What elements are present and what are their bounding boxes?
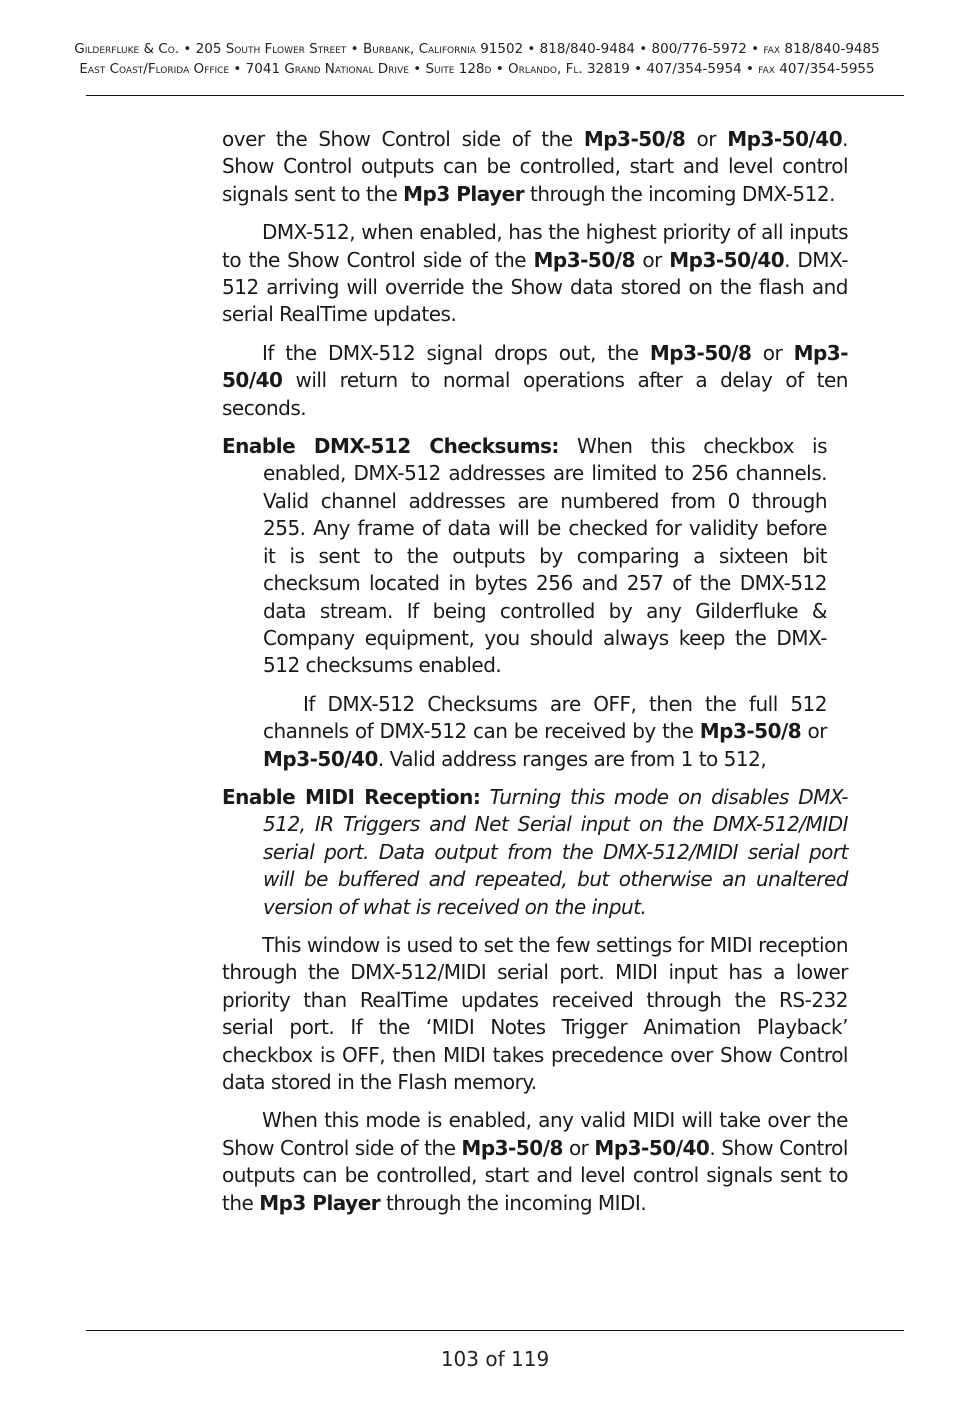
office-name: East Coast/Florida Office bbox=[79, 61, 230, 77]
page-number: 103 of 119 bbox=[440, 1347, 550, 1371]
paragraph: over the Show Control side of the Mp3-50/8 or Mp3-50/40. Show Control outputs can be controlled, start and level control signals sent to the Mp3 Player through the incoming DMX-512. bbox=[222, 127, 848, 206]
fax-label: fax bbox=[763, 41, 781, 57]
checksums-definition: Enable DMX-512 Checksums: When this checkbox is enabled, DMX-512 addresses are limited to 256 channels. Valid channel addresses are numbered from 0 through 255. Any frame of data will be checked for validity before it is sent to the outputs by comparing a sixteen bit checksum located in bytes 256 and 257 of the DMX-512 data stream. If being controlled by any Gilderfluke & Company equipment, you should always keep the DMX-512 checksums enabled. bbox=[222, 434, 827, 678]
letterhead-line-2 bbox=[0, 59, 954, 79]
paragraph: If the DMX-512 signal drops out, the Mp3-50/8 or Mp3-50/40 will return to normal operations after a delay of ten seconds. bbox=[222, 340, 848, 420]
company-name: Gilderfluke & Co. bbox=[74, 41, 180, 57]
paragraph: This window is used to set the few settings for MIDI reception through the DMX-512/MIDI serial port. MIDI input has a lower priority than RealTime updates received through the RS-232 serial port. If the ‘MIDI Notes Trigger Animation Playback’ checkbox is OFF, then MIDI takes precedence over Show Control data stored in the Flash memory. bbox=[222, 932, 848, 1094]
midi-definition: Enable MIDI Reception: Turning this mode on disables DMX-512, IR Triggers and Net Serial input on the DMX-512/MIDI serial port. Data output from the DMX-512/MIDI serial port will be buffered and repeated, but otherwise an unaltered version of what is received on the input. bbox=[222, 784, 848, 919]
fax-number: 818/840-9485 bbox=[784, 41, 880, 57]
paragraph: If DMX-512 Checksums are OFF, then the full 512 channels of DMX-512 can be received by the Mp3-50/8 or Mp3-50/40. Valid address ranges are from 1 to 512, bbox=[263, 691, 827, 771]
paragraph: DMX-512, when enabled, has the highest priority of all inputs to the Show Control side of the Mp3-50/8 or Mp3-50/40. DMX-512 arriving will override the Show data stored on the flash and serial RealTime updates. bbox=[222, 220, 848, 327]
office-address: • 7041 Grand National Drive • Suite 128d • Orlando, Fl. 32819 • 407/354-5954 • bbox=[233, 61, 754, 77]
footer-divider bbox=[86, 1330, 904, 1331]
checksums-label: Enable DMX-512 Checksums: bbox=[222, 434, 559, 459]
paragraph: When this mode is enabled, any valid MIDI will take over the Show Control side of the Mp3-50/8 or Mp3-50/40. Show Control outputs can be controlled, start and level control signals sent to the Mp3 Player through the incoming MIDI. bbox=[222, 1108, 848, 1215]
fax-label: fax bbox=[758, 61, 775, 77]
checksums-section bbox=[222, 433, 827, 773]
fax-number: 407/354-5955 bbox=[779, 61, 875, 77]
midi-label: Enable MIDI Reception: bbox=[222, 784, 481, 809]
page-body bbox=[222, 126, 848, 1217]
letterhead bbox=[0, 39, 954, 79]
header-divider bbox=[86, 95, 904, 96]
company-address: • 205 South Flower Street • Burbank, California 91502 • 818/840-9484 • 800/776-5972 • bbox=[183, 41, 760, 57]
letterhead-line-1 bbox=[0, 39, 954, 59]
